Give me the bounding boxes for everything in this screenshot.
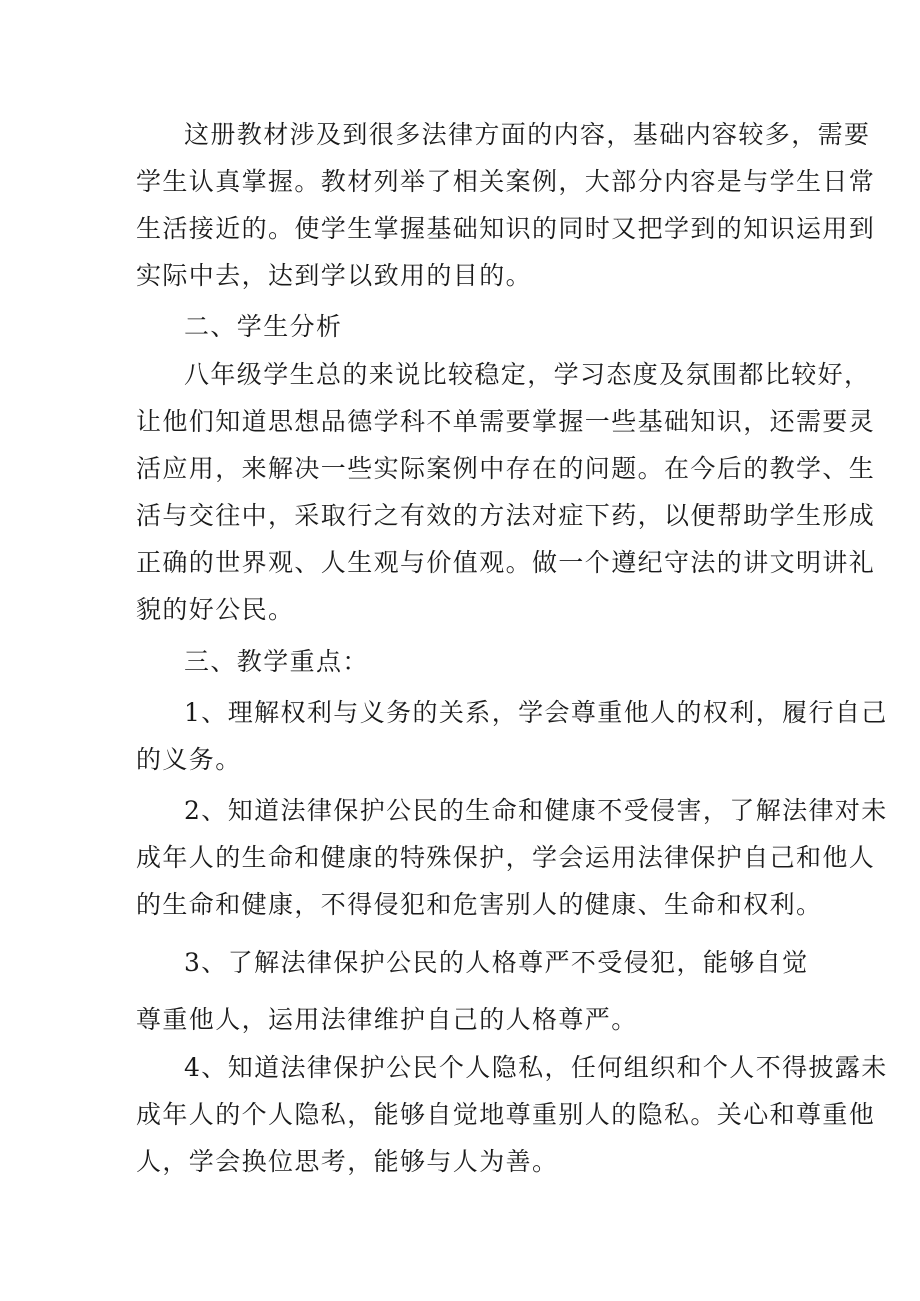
section-heading-student-analysis: 二、学生分析 [184,312,343,341]
student-analysis-line-2: 让他们知道思想品德学科不单需要掌握一些基础知识，还需要灵 [136,407,876,436]
point-2-line-2: 成年人的生命和健康的特殊保护，学会运用法律保护自己和他人 [136,843,876,872]
section-heading-teaching-focus: 三、教学重点： [184,647,369,676]
intro-line-3: 生活接近的。使学生掌握基础知识的同时又把学到的知识运用到 [136,214,876,243]
point-2-line-1: 2、知道法律保护公民的生命和健康不受侵害，了解法律对未 [184,796,888,825]
intro-line-4: 实际中去，达到学以致用的目的。 [136,261,533,290]
point-4-line-3: 人，学会换位思考，能够与人为善。 [136,1147,559,1176]
point-3-line-2: 尊重他人，运用法律维护自己的人格尊严。 [136,1005,638,1034]
student-analysis-line-6: 貌的好公民。 [136,595,295,624]
point-4-line-1: 4、知道法律保护公民个人隐私，任何组织和个人不得披露未 [184,1053,888,1082]
student-analysis-line-1: 八年级学生总的来说比较稳定，学习态度及氛围都比较好， [184,360,871,389]
student-analysis-line-4: 活与交往中，采取行之有效的方法对症下药，以便帮助学生形成 [136,501,876,530]
point-1-line-1: 1、理解权利与义务的关系，学会尊重他人的权利，履行自己 [184,698,888,727]
point-2-line-3: 的生命和健康，不得侵犯和危害别人的健康、生命和权利。 [136,890,823,919]
point-4-line-2: 成年人的个人隐私，能够自觉地尊重别人的隐私。关心和尊重他 [136,1100,876,1129]
point-3-line-1: 3、了解法律保护公民的人格尊严不受侵犯，能够自觉 [184,948,809,977]
student-analysis-line-5: 正确的世界观、人生观与价值观。做一个遵纪守法的讲文明讲礼 [136,548,876,577]
intro-line-1: 这册教材涉及到很多法律方面的内容，基础内容较多，需要 [184,120,871,149]
point-1-line-2: 的义务。 [136,745,242,774]
student-analysis-line-3: 活应用，来解决一些实际案例中存在的问题。在今后的教学、生 [136,454,876,483]
intro-line-2: 学生认真掌握。教材列举了相关案例，大部分内容是与学生日常 [136,167,876,196]
